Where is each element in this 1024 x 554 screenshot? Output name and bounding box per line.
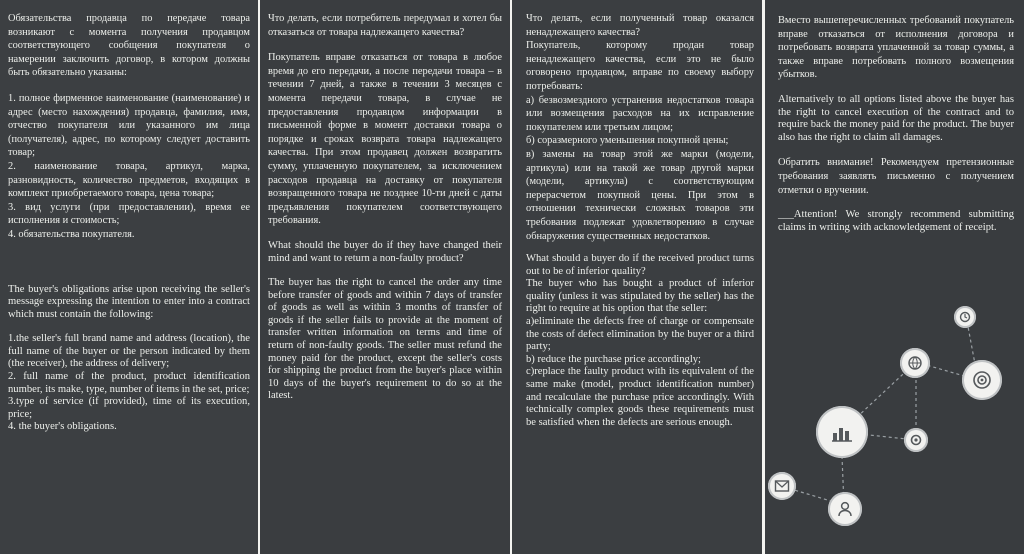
en-question-heading: What should a buyer do if the received product turns out to be of inferior quality? [526, 253, 754, 277]
column-contract-obligations [0, 0, 260, 554]
clock-icon [954, 306, 976, 328]
en-alternative-text: Alternatively to all options listed above the buyer has the right to cancel execution of the contract and to require back the money paid for the product. The buyer also has the right to claim all damages. [778, 93, 1014, 143]
ru-question-heading: Что делать, если полученный товар оказался ненадлежащего качества? [526, 13, 754, 38]
list-item: 3. вид услуги (при предоставлении), время ее исполнения и стоимость; [8, 201, 250, 227]
en-options-list [526, 316, 754, 429]
column-change-of-mind [260, 0, 510, 554]
list-item: 4. обязательства покупателя. [8, 228, 135, 240]
ru-alternative-text: Вместо вышеперечисленных требований покупатель вправе отказаться от исполнения договора и потребовать возврата уплаченной за товар суммы, а также вправе потребовать полного возмещения убытков. [778, 15, 1014, 81]
list-item: в) замены на товар этой же марки (модели, артикула) или на такой же товар другой марки (модели, артикула) с соответствующим перерасчетом покупной цены. При этом в отношении технически сложных товаров эти требования подлежат удовлетворению в случае обнаружения существенных недостатков. [526, 148, 754, 242]
list-item: 2. наименование товара, артикул, марка, разновидность, количество предметов, входящих в комплект приобретаемого товара, цена товара; [8, 160, 250, 200]
chart-icon [816, 406, 868, 458]
list-item: 3.type of service (if provided), time of its execution, price; [8, 396, 250, 420]
ru-obligations-list [8, 92, 250, 242]
list-item: а) безвозмездного устранения недостатков товара или возмещения расходов на их исправление покупателем или третьим лицом; [526, 94, 754, 133]
list-item: б) соразмерного уменьшения покупной цены; [526, 135, 729, 147]
icon-network-graphic [766, 300, 1024, 554]
list-item: 4. the buyer's obligations. [8, 421, 117, 433]
settings-icon [904, 428, 928, 452]
ru-options-list [526, 94, 754, 244]
ru-question-heading: Что делать, если потребитель передумал и хотел бы отказаться от товара надлежащего качества? [268, 13, 502, 38]
ru-obligations-intro: Обязательства продавца по передаче товара возникают с момента получения продавцом соответствующего сообщения покупателя о намерении заключить договор, в котором должны быть обязательно указаны: [8, 13, 250, 79]
ru-attention-note: Обратить внимание! Рекомендуем претензионные требования заявлять письменно с получением отметки о вручении. [778, 157, 1014, 196]
globe-icon [900, 348, 930, 378]
list-item: 1. полное фирменное наименование (наименование) и адрес (место нахождения) продавца, фамилия, имя, отчество покупателя или указанного им лица (получателя), адрес, по которому следует доставить товар; [8, 92, 250, 159]
fold-line [762, 0, 765, 554]
en-attention-note: ___Attention! We strongly recommend submitting claims in writing with acknowledgement of receipt. [778, 209, 1014, 233]
list-item: a)eliminate the defects free of charge or compensate the costs of defect elimination by the buyer or a third party; [526, 316, 754, 353]
en-answer-text: The buyer who has bought a product of inferior quality (unless it was stipulated by the seller) has the right to require at his option that the seller: [526, 278, 754, 315]
ru-answer-text: Покупатель вправе отказаться от товара в любое время до его передачи, а после передачи товара – в течении 7 дней, а также в течении 3 месяцев с момента передачи товара, в случае не предоставления продавцом информации в письменной форме в момент доставки товара о порядке и сроках возврата товара надлежащего качества. При этом продавец должен возвратить сумму, уплаченную покупателем, за исключением расходов продавца на доставку от покупателя возвращенного товара не позднее 10-ти дней с даты предъявления покупателем соответствующего требования. [268, 52, 502, 227]
en-question-heading: What should the buyer do if they have changed their mind and want to return a non-faulty product? [268, 239, 502, 264]
list-item: b) reduce the purchase price accordingly; [526, 353, 702, 365]
list-item: c)replace the faulty product with its equivalent of the same make (model, product identification number) and recalculate the purchase price accordingly. With technically complex goods these requirements must be satisfied when the defects are serious enough. [526, 366, 754, 428]
network-connector-lines [766, 300, 1024, 554]
column-inferior-quality [512, 0, 762, 554]
ru-answer-text: Покупатель, которому продан товар ненадлежащего качества, если это не было оговорено продавцом, вправе по своему выбору потребовать: [526, 40, 754, 92]
list-item: 2. full name of the product, product identification number, its make, type, number of items in the set, price; [8, 371, 250, 395]
list-item: 1.the seller's full brand name and address (location), the full name of the buyer or the person indicated by them (the receiver), the address of delivery; [8, 333, 250, 370]
mail-icon [768, 472, 796, 500]
en-obligations-list [8, 333, 250, 434]
en-obligations-intro: The buyer's obligations arise upon receiving the seller's message expressing the intention to enter into a contract which must contain the following: [8, 283, 250, 320]
target-icon [962, 360, 1002, 400]
user-icon [828, 492, 862, 526]
en-answer-text: The buyer has the right to cancel the order any time before transfer of goods and within 7 days of transfer of goods as well as within 3 months of transfer of goods if the seller fails to provide at the moment of transfer written information on terms and time of return of non-faulty goods. The seller must refund the money paid for the product, except the seller's costs for shipping the product from the buyer's place within 10 days of the buyer's requirement to do so at the latest. [268, 277, 502, 402]
